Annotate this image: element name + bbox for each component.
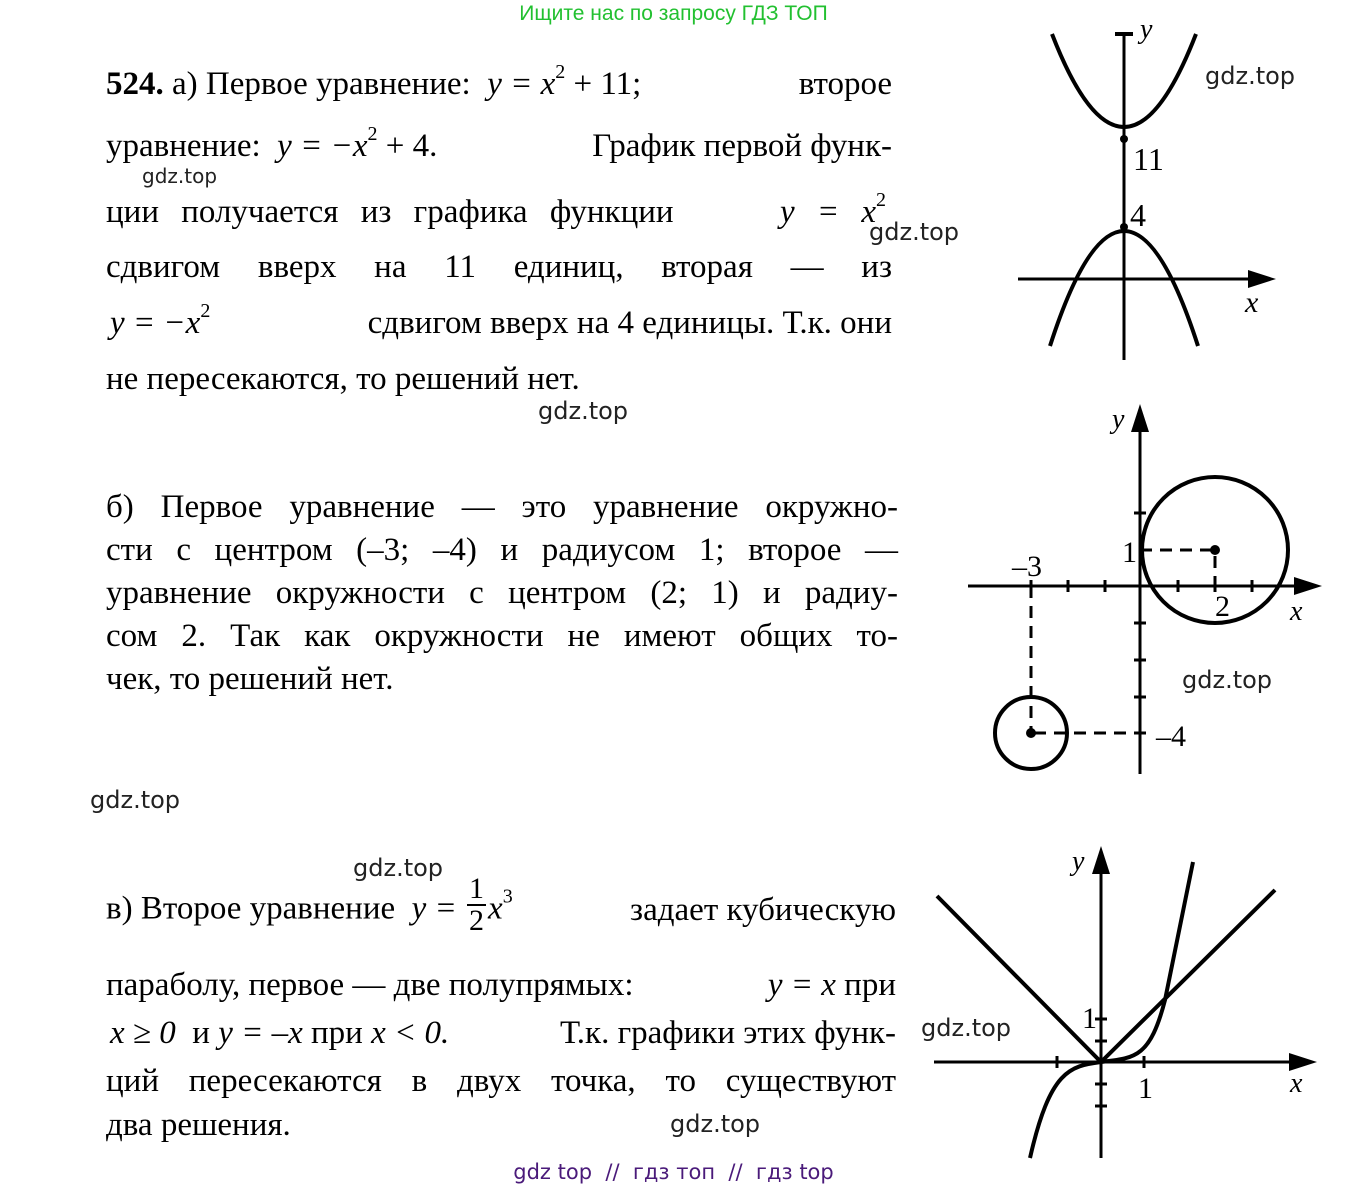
svg-text:1: 1 — [1138, 1072, 1153, 1105]
fraction-one-half: $\frac{1}{2}$ — [469, 872, 485, 937]
part-c-line-5: два решения. — [106, 1107, 291, 1143]
svg-text:y: y — [1140, 20, 1153, 45]
svg-text:x: x — [1290, 1068, 1303, 1099]
cubic-graph — [1030, 862, 1193, 1158]
part-a-line-1: 524. а) Первое уравнение: $y = x^2 + 11$; второе — [106, 61, 892, 102]
svg-text:–3: –3 — [1012, 550, 1042, 583]
svg-text:x: x — [1245, 286, 1259, 319]
problem-number: 524. — [106, 66, 164, 102]
part-a-line-3: ции получается из графика функции $y = x^2$ — [106, 189, 886, 230]
svg-text:1: 1 — [1082, 1002, 1097, 1035]
search-banner[interactable]: Ищите нас по запросу ГДЗ ТОП — [519, 2, 828, 25]
svg-text:4: 4 — [1130, 197, 1146, 233]
figure-b-circles — [950, 390, 1340, 790]
watermark: gdz.top — [869, 218, 960, 246]
footer-links[interactable]: gdz top // гдз топ // гдз top — [513, 1160, 834, 1184]
svg-text:y: y — [1072, 846, 1085, 877]
part-c-line-4: ций пересекаются в двух точка, то существуют — [106, 1063, 896, 1099]
part-c-line-2: параболу, первое — две полупрямых: y = x при — [106, 967, 896, 1003]
svg-text:11: 11 — [1133, 141, 1164, 177]
part-a-line-2: уравнение: $y = -x^2 + 4$. График первой функ- — [106, 123, 892, 164]
watermark: gdz.top — [538, 397, 629, 425]
part-b-line-2: сти с центром (–3; –4) и радиусом 1; второе — — [106, 532, 898, 568]
part-a-line-6: не пересекаются, то решений нет. — [106, 361, 580, 397]
svg-text:–4: –4 — [1156, 720, 1186, 753]
svg-text:2: 2 — [1215, 590, 1230, 623]
part-b-line-1: б) Первое уравнение — это уравнение окружно- — [106, 489, 898, 525]
part-b-line-3: уравнение окружности с центром (2; 1) и радиу- — [106, 575, 898, 611]
watermark: gdz.top — [142, 164, 218, 188]
watermark: gdz.top — [921, 1014, 1012, 1042]
svg-text:y: y — [1112, 404, 1125, 435]
watermark: gdz.top — [90, 786, 181, 814]
watermark: gdz.top — [1182, 666, 1273, 694]
figure-a-parabolas — [1000, 20, 1340, 360]
figure-c-cubic-and-abs — [910, 830, 1330, 1170]
part-a-line-5: $y = -x^2$ сдвигом вверх на 4 единицы. Т.к. они — [110, 300, 892, 341]
part-a-line-4: сдвигом вверх на 11 единиц, вторая — из — [106, 249, 892, 285]
abs-x-graph — [937, 890, 1275, 1062]
svg-text:1: 1 — [1122, 536, 1137, 569]
part-c-line-1: в) Второе уравнение y = $\frac{1}{2}$ $x^3$ задает кубическую — [106, 872, 896, 937]
watermark: gdz.top — [670, 1110, 761, 1138]
part-b-line-4: сом 2. Так как окружности не имеют общих то- — [106, 618, 898, 654]
watermark: gdz.top — [1205, 62, 1296, 90]
part-c-line-3: x ≥ 0 и y = –x при x < 0. Т.к. графики этих функ- — [110, 1015, 896, 1051]
watermark: gdz.top — [353, 854, 444, 882]
svg-text:x: x — [1290, 596, 1303, 627]
part-b-line-5: чек, то решений нет. — [106, 661, 394, 697]
